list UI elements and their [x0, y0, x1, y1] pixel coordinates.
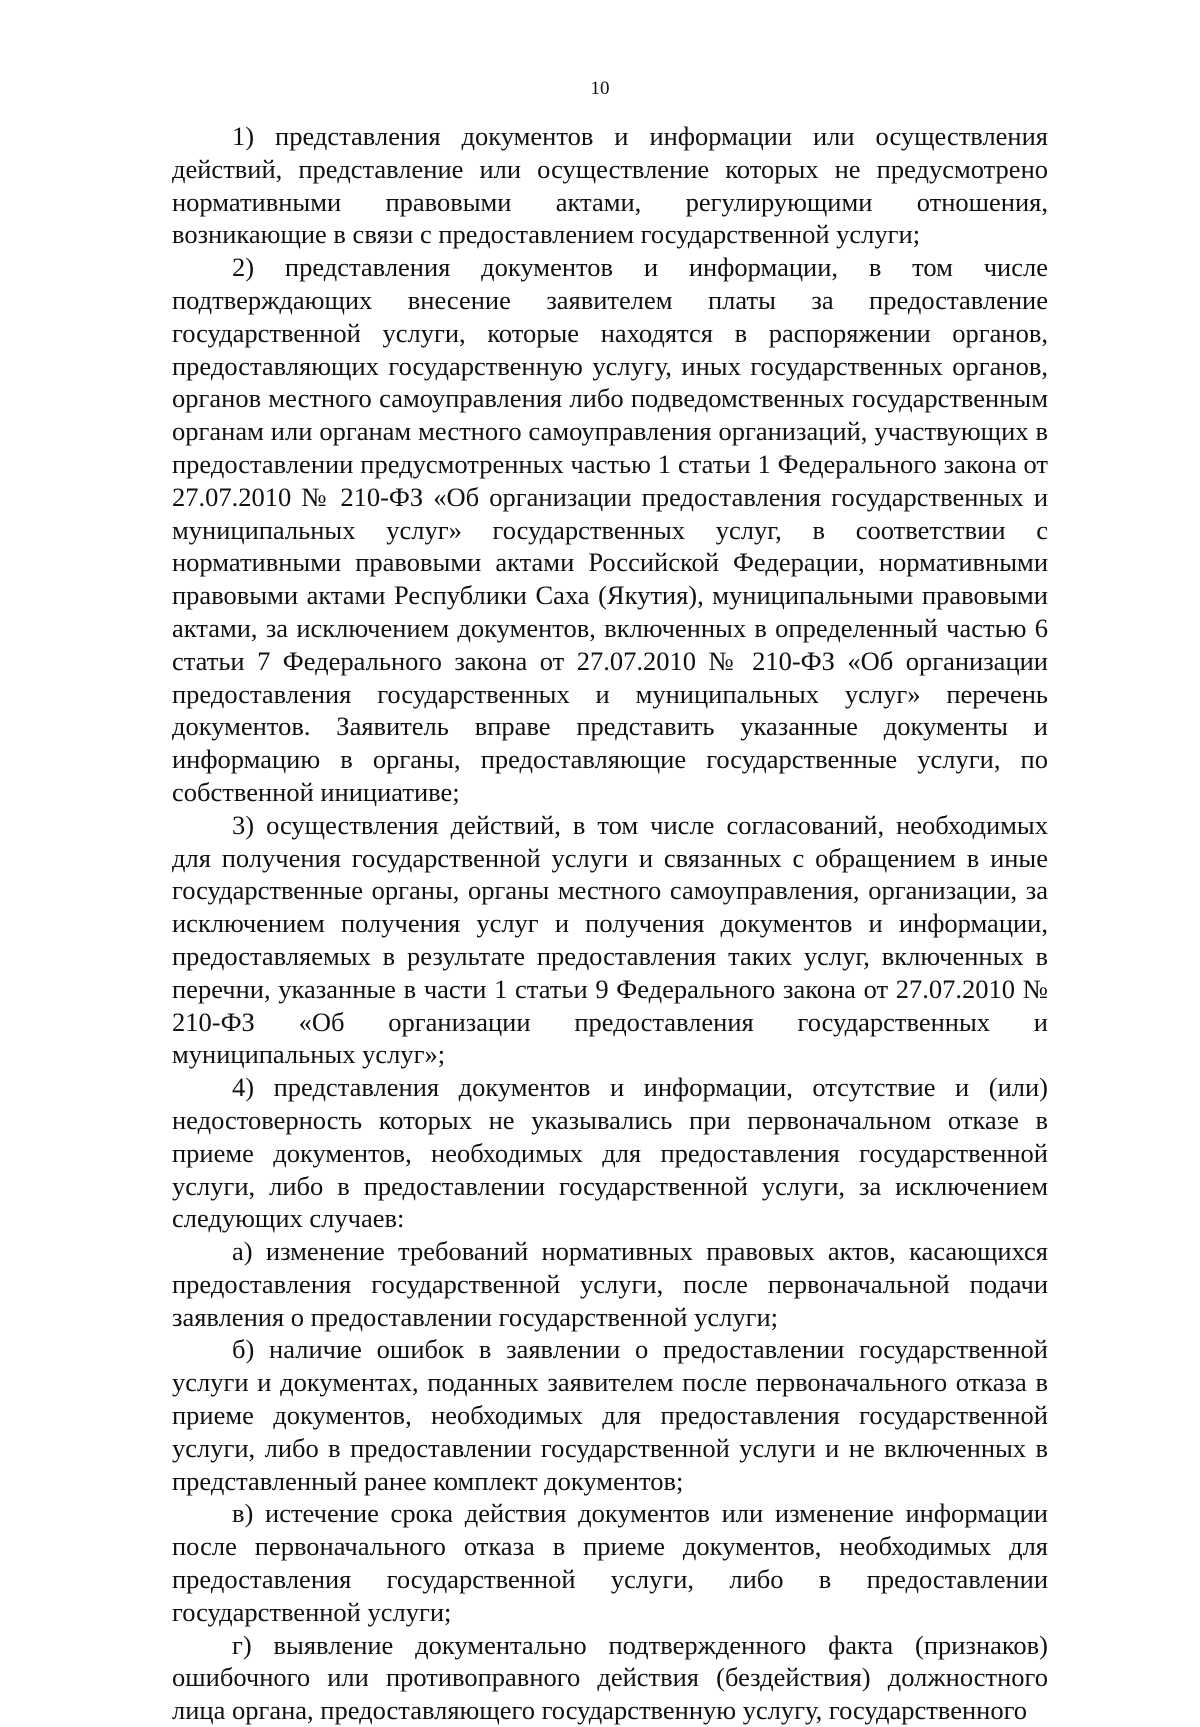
page-number: 10: [590, 78, 610, 99]
paragraph-item-4: 4) представления документов и информации, отсутствие и (или) недостоверность которых не указывались при первоначальном отказе в приеме документов, необходимых для предоставления государственной услуги, либо в предоставлении государственной услуги, за исключением следующих случаев:: [172, 1072, 1048, 1234]
paragraph-item-2: 2) представления документов и информации, в том числе подтверждающих внесение заявителем платы за предоставление государственной услуги, которые находятся в распоряжении органов, предоставляющих государственную услугу, иных государственных органов, органов местного самоуправления либо подведомственных государственным органам или органам местного самоуправления организаций, участвующих в предоставлении предусмотренных частью 1 статьи 1 Федерального закона от 27.07.2010 № 210-ФЗ «Об организации предоставления государственных и муниципальных услуг» государственных услуг, в соответствии с нормативными правовыми актами Российской Федерации, нормативными правовыми актами Республики Саха (Якутия), муниципальными правовыми актами, за исключением документов, включенных в определенный частью 6 статьи 7 Федерального закона от 27.07.2010 № 210-ФЗ «Об организации предоставления государственных и муниципальных услуг» перечень документов. Заявитель вправе представить указанные документы и информацию в органы, предоставляющие государственные услуги, по собственной инициативе;: [172, 252, 1048, 807]
paragraph-item-3: 3) осуществления действий, в том числе согласований, необходимых для получения государственной услуги и связанных с обращением в иные государственные органы, органы местного самоуправления, организации, за исключением получения услуг и получения документов и информации, предоставляемых в результате предоставления таких услуг, включенных в перечни, указанные в части 1 статьи 9 Федерального закона от 27.07.2010 № 210-ФЗ «Об организации предоставления государственных и муниципальных услуг»;: [172, 809, 1048, 1070]
paragraph-item-1: 1) представления документов и информации или осуществления действий, представление или осуществление которых не предусмотрено нормативными правовыми актами, регулирующими отношения, возникающие в связи с предоставлением государственной услуги;: [172, 121, 1048, 250]
paragraph-item-v: в) истечение срока действия документов или изменение информации после первоначального отказа в приеме документов, необходимых для предоставления государственной услуги, либо в предоставлении государственной услуги;: [172, 1498, 1048, 1627]
paragraph-item-a: а) изменение требований нормативных правовых актов, касающихся предоставления государственной услуги, после первоначальной подачи заявления о предоставлении государственной услуги;: [172, 1236, 1048, 1332]
paragraph-item-g: г) выявление документально подтвержденного факта (признаков) ошибочного или противоправного действия (бездействия) должностного лица органа, предоставляющего государственную услугу, государственного: [172, 1629, 1048, 1726]
document-body: [172, 120, 1048, 1727]
paragraph-item-b: б) наличие ошибок в заявлении о предоставлении государственной услуги и документах, поданных заявителем после первоначального отказа в приеме документов, необходимых для предоставления государственной услуги, либо в предоставлении государственной услуги и не включенных в представленный ранее комплект документов;: [172, 1334, 1048, 1496]
